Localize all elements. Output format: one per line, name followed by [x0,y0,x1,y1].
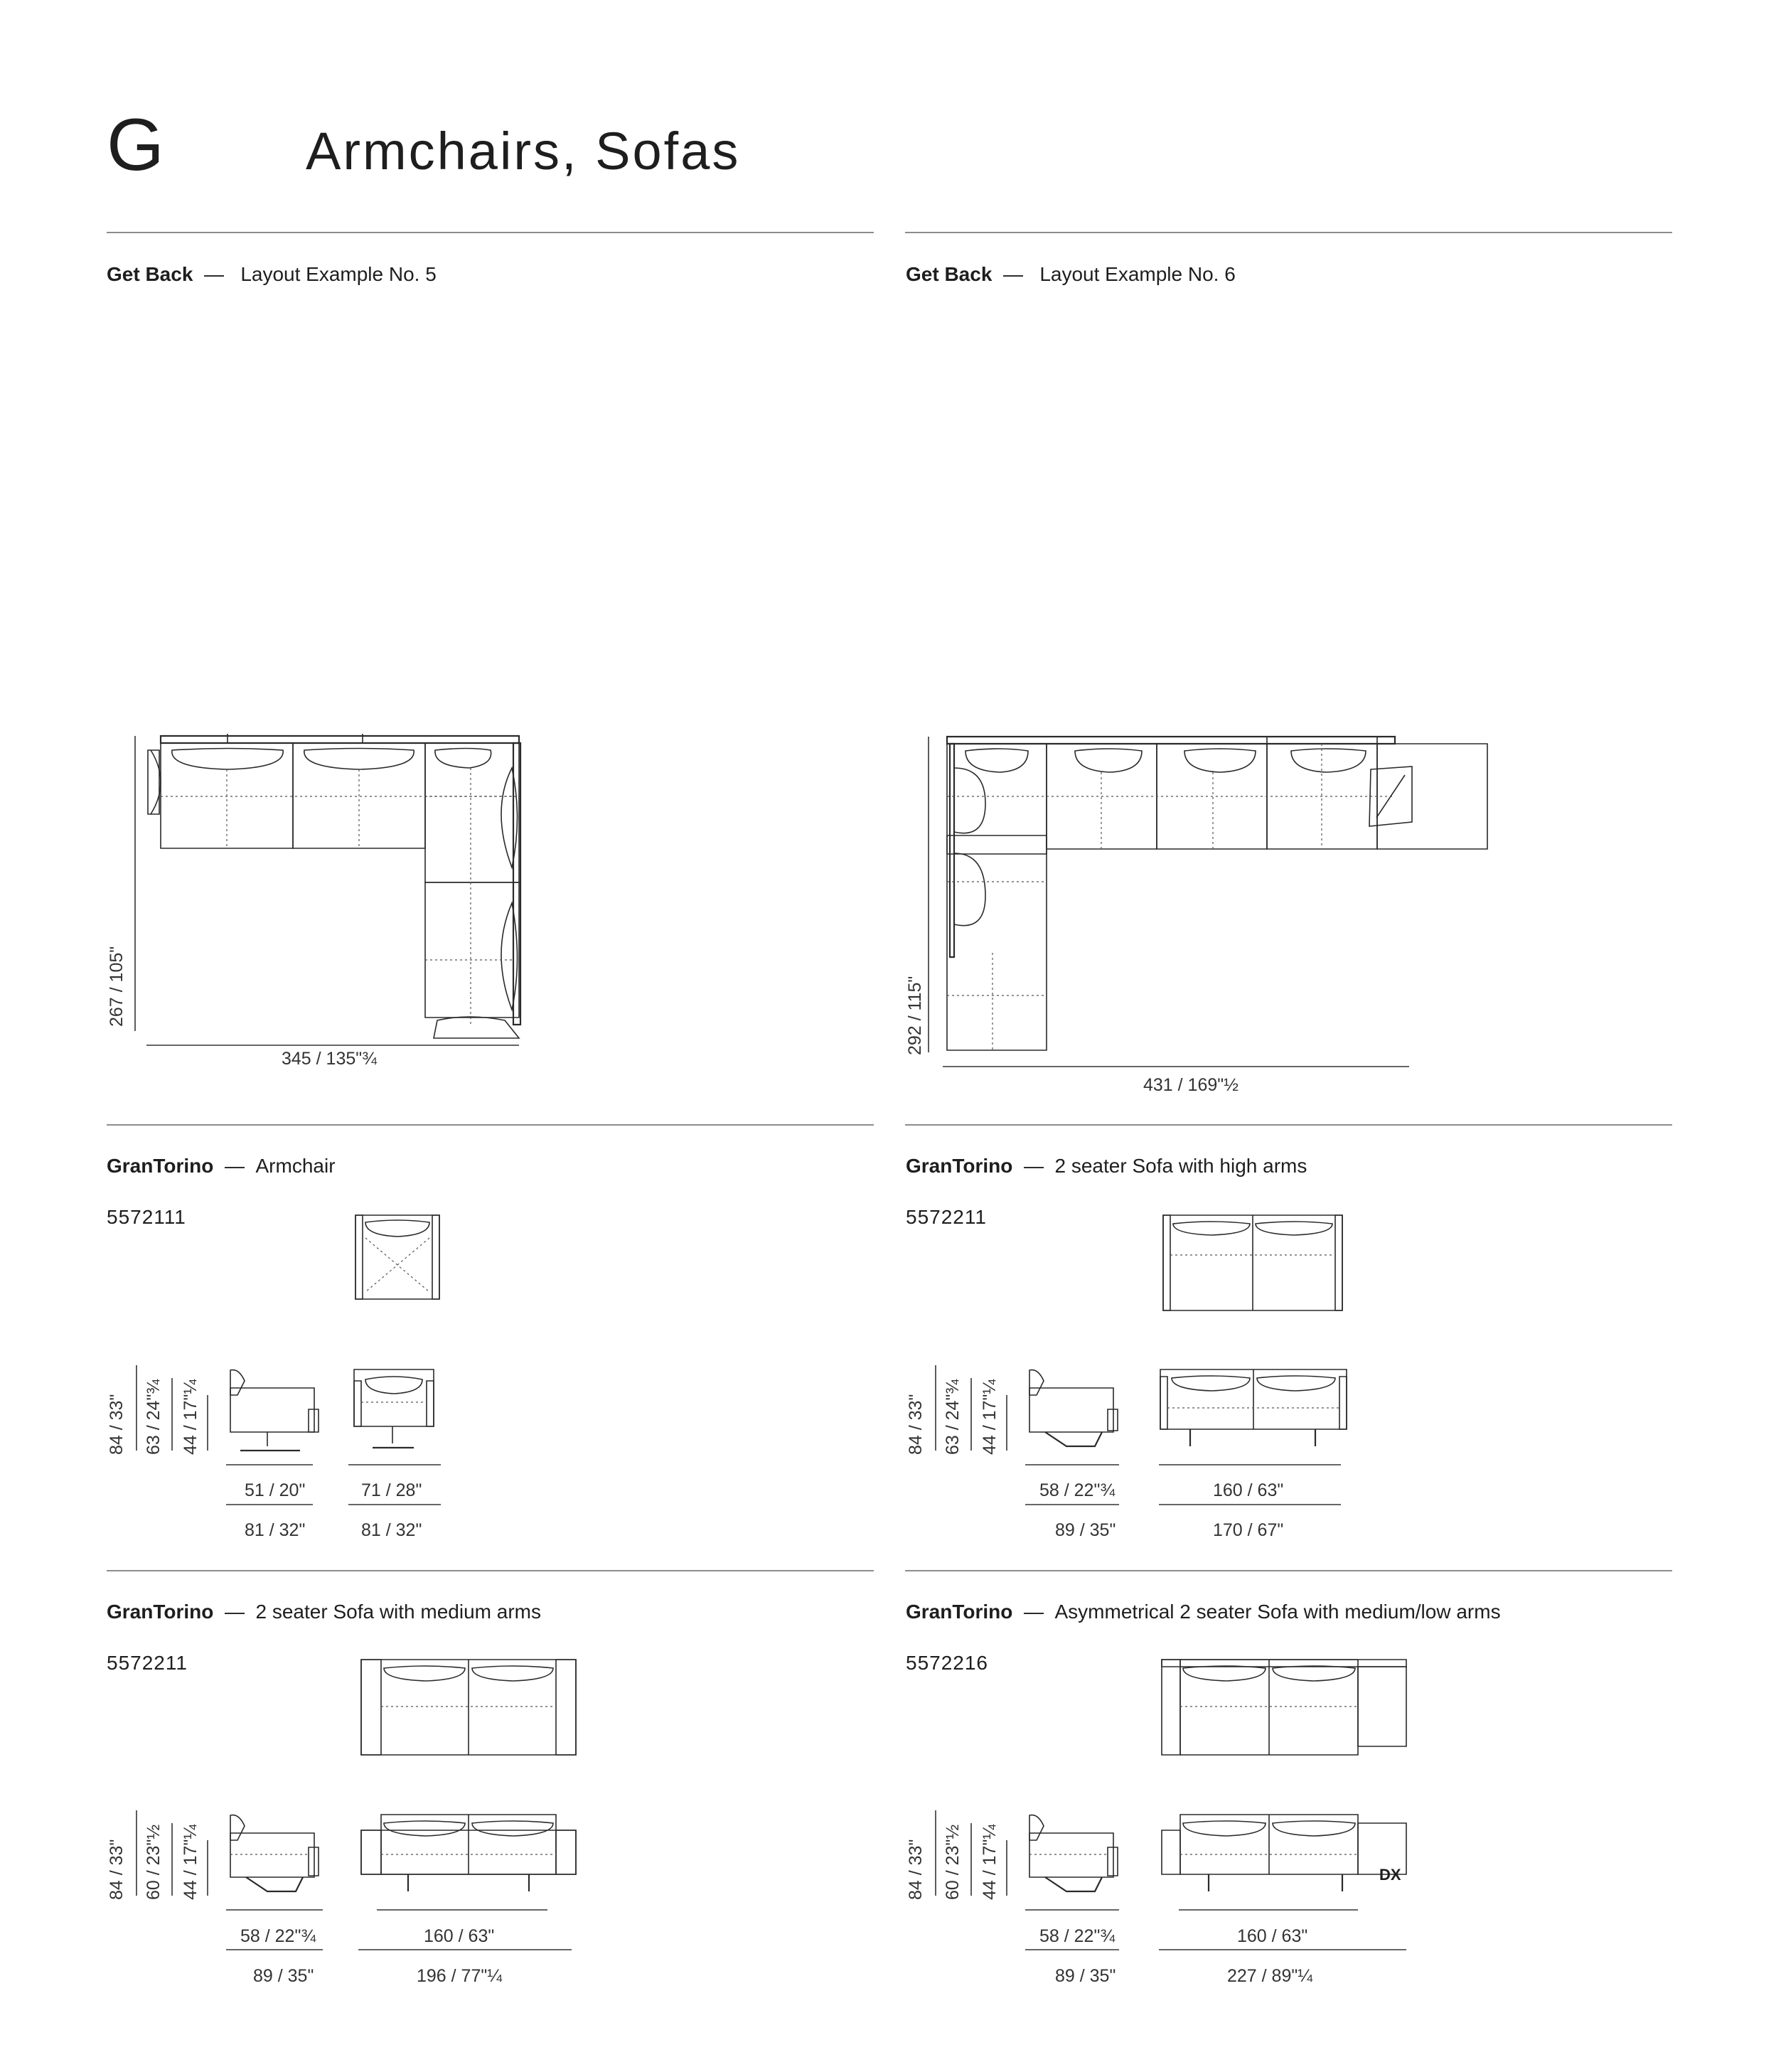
sofa-asym-total-width: 227 / 89"¼ [1227,1966,1313,1986]
section-heading-sofa-medium-arms [107,1602,541,1622]
sofa-high-seat-depth: 58 / 22"¾ [1039,1480,1116,1500]
sofa-high-seat-height: 44 / 17"¼ [980,1379,1000,1455]
separator: — [1023,1155,1044,1177]
sofa-high-seat-width: 160 / 63" [1213,1480,1284,1500]
product-name: GranTorino [107,1601,214,1623]
sofa-asym-total-depth: 89 / 35" [1055,1966,1116,1986]
sofa-medium-seat-depth: 58 / 22"¾ [240,1926,316,1946]
sofa-high-arm-height: 63 / 24"¾ [943,1379,963,1455]
product-code: 5572211 [107,1652,188,1674]
sofa-medium-total-depth: 89 / 35" [253,1966,314,1986]
armchair-seat-depth: 51 / 20" [245,1480,306,1500]
separator: — [1023,1601,1044,1623]
armchair-seat-height: 44 / 17"¼ [181,1379,200,1455]
section-heading-armchair [107,1156,336,1176]
layout-5-plan-drawing [135,725,533,1067]
product-description: 2 seater Sofa with high arms [1054,1155,1307,1177]
section-heading-layout-6 [906,265,1236,284]
sofa-high-total-width: 170 / 67" [1213,1520,1284,1540]
layout-description: Layout Example No. 6 [1039,263,1236,285]
layout-5-width-dimension: 345 / 135"¾ [282,1049,377,1069]
section-letter: G [107,104,164,186]
product-description: Armchair [255,1155,336,1177]
layout-description: Layout Example No. 5 [240,263,437,285]
product-code: 5572211 [906,1206,987,1228]
divider [107,1124,874,1126]
section-heading-sofa-asymmetrical [906,1602,1501,1622]
product-description: Asymmetrical 2 seater Sofa with medium/low arms [1054,1601,1501,1623]
sofa-high-top-view [1160,1212,1345,1313]
sofa-asym-total-height: 84 / 33" [906,1839,926,1900]
sofa-asym-top-view [1159,1657,1409,1758]
armchair-total-depth: 81 / 32" [245,1520,306,1540]
product-code: 5572216 [906,1652,989,1674]
armchair-total-height: 84 / 33" [107,1394,127,1455]
section-heading-layout-5 [107,265,437,284]
divider [905,232,1672,233]
section-heading-sofa-high-arms [906,1156,1307,1176]
separator: — [224,1155,245,1177]
product-description: 2 seater Sofa with medium arms [255,1601,541,1623]
divider [107,1570,874,1571]
divider [905,1124,1672,1126]
divider [905,1570,1672,1571]
layout-6-width-dimension: 431 / 169"½ [1143,1075,1239,1095]
page-title: Armchairs, Sofas [306,122,741,181]
product-name: GranTorino [906,1601,1013,1623]
divider [107,232,874,233]
product-name: Get Back [107,263,193,285]
sofa-medium-top-view [358,1657,579,1758]
sofa-high-dimension-lines [906,1358,1361,1529]
armchair-total-width: 81 / 32" [361,1520,422,1540]
layout-6-height-dimension: 292 / 115" [905,976,925,1055]
sofa-asym-arm-height: 60 / 23"½ [943,1824,963,1900]
armchair-seat-width: 71 / 28" [361,1480,422,1500]
sofa-asym-seat-height: 44 / 17"¼ [980,1824,1000,1900]
sofa-asym-seat-depth: 58 / 22"¾ [1039,1926,1116,1946]
layout-6-plan-drawing [929,725,1426,1081]
separator: — [224,1601,245,1623]
sofa-medium-total-height: 84 / 33" [107,1839,127,1900]
layout-5-height-dimension: 267 / 105" [107,946,127,1027]
sofa-high-total-height: 84 / 33" [906,1394,926,1455]
sofa-medium-seat-height: 44 / 17"¼ [181,1824,200,1900]
product-name: Get Back [906,263,993,285]
product-code: 5572111 [107,1206,186,1228]
armchair-arm-height: 63 / 24"¾ [144,1379,164,1455]
sofa-asym-seat-width: 160 / 63" [1237,1926,1308,1946]
sofa-medium-dimension-lines [107,1803,590,1974]
separator: — [203,263,224,285]
sofa-medium-arm-height: 60 / 23"½ [144,1824,164,1900]
module-side-marker: DX [1379,1866,1401,1884]
sofa-medium-total-width: 196 / 77"¼ [417,1966,503,1986]
armchair-top-view [353,1212,442,1302]
product-name: GranTorino [107,1155,214,1177]
separator: — [1002,263,1023,285]
sofa-medium-seat-width: 160 / 63" [424,1926,495,1946]
product-name: GranTorino [906,1155,1013,1177]
sofa-high-total-depth: 89 / 35" [1055,1520,1116,1540]
